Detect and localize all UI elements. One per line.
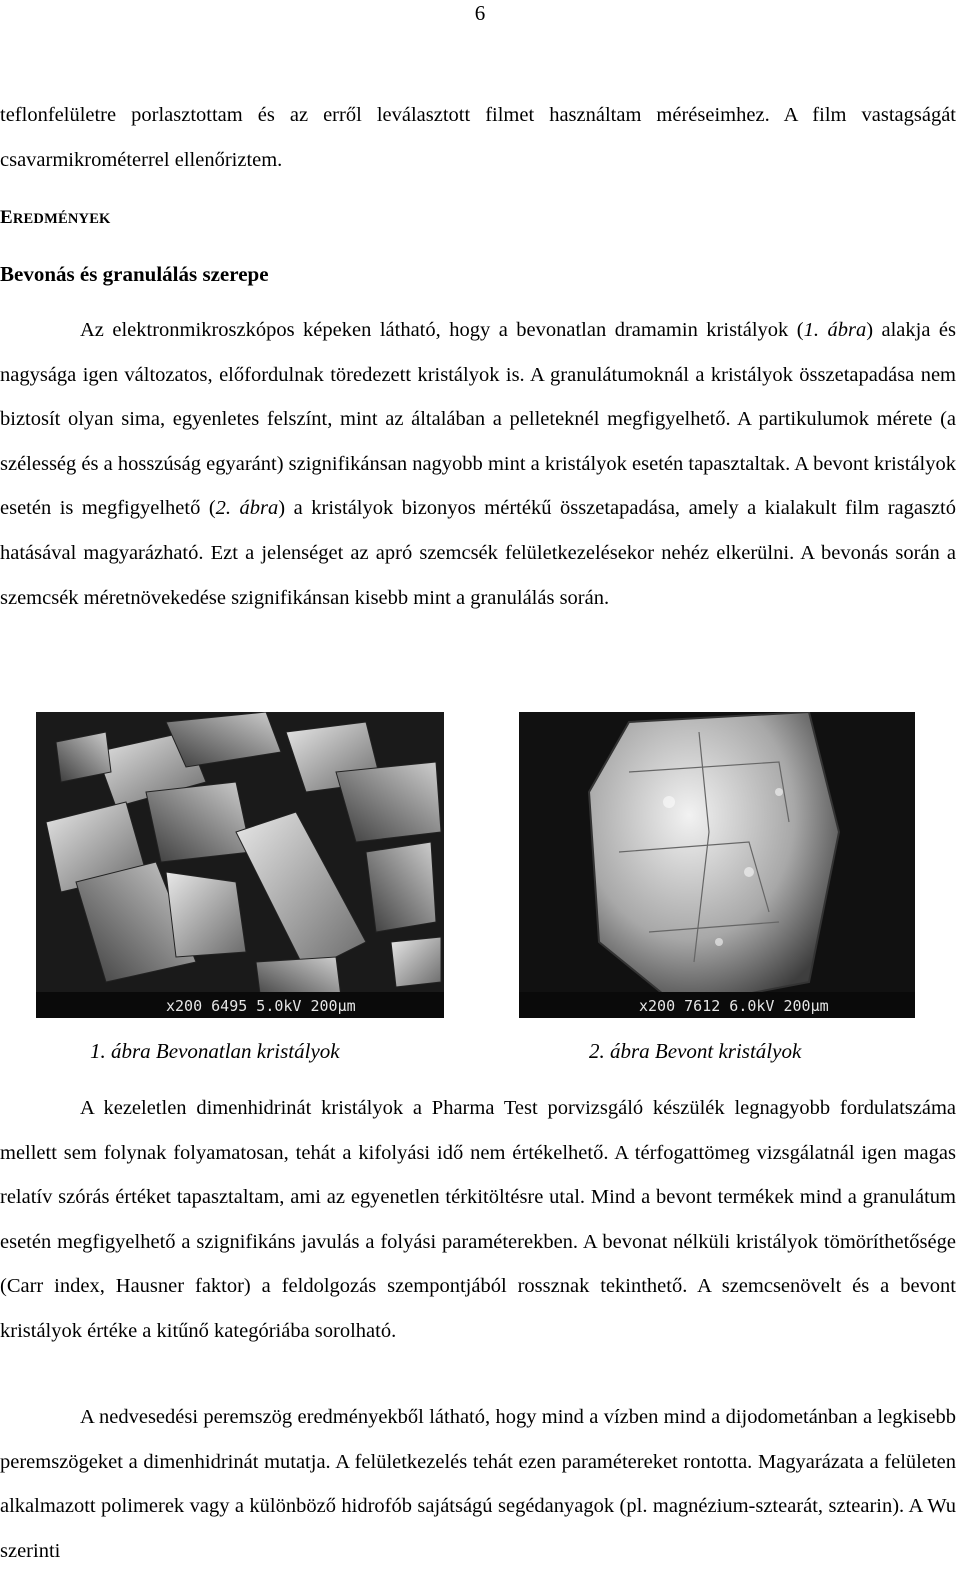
paragraph-2 (0, 1086, 956, 1354)
text-run: ) alakja és nagysága igen változatos, előfordulnak töredezett kristályok is. A granulátumoknál a kristályok összetapadása nem biztosít olyan sima, egyenletes felszínt, mint az általában a pelleteknél megfigyelhető. A partikulumok mérete (a szélesség és a hosszúság egyaránt) szignifikánsan nagyobb mint a kristályok esetén tapasztaltak. A bevont kristályok esetén is megfigyelhető ( (0, 319, 957, 520)
section-heading-rest: REDMÉNYEK (12, 211, 111, 227)
figure-ref-2[interactable]: 2. ábra (215, 497, 279, 520)
paragraph-2-text: A kezeletlen dimenhidrinát kristályok a Pharma Test porvizsgáló készülék legnagyobb fordulatszáma mellett sem folynak folyamatosan, tehát a kifolyási idő nem értékelhető. A térfogattömeg vizsgálatnál igen magas relatív szórás értéket tapasztaltam, ami az egyenetlen térkitöltésre utal. Mind a bevont termékek mind a granulátum esetén megfigyelhető a szignifikáns javulás a folyási paraméterekben. A bevonat nélküli kristályok tömöríthetősége (Carr index, Hausner faktor) a feldolgozás szempontjából rossznak tekinthető. A szemcsenövelt és a bevont kristályok értéke a kitűnő kategóriába sorolható. (0, 1097, 956, 1342)
figure-2-drawing (519, 712, 915, 1018)
intro-paragraph (0, 93, 956, 182)
paragraph-3 (0, 1395, 956, 1573)
section-heading (0, 200, 111, 237)
section-heading-initial: E (0, 207, 13, 228)
text-run: Az elektronmikroszkópos képeken látható, hogy a bevonatlan dramamin kristályok ( (80, 319, 804, 341)
text-run: ) a kristályok bizonyos mértékű összetapadása, amely a kialakult film ragasztó hatásával magyarázható. Ezt a jelenséget az apró szemcsék felületkezelésekor nehéz elkerülni. A bevonás során a szemcsék méretnövekedése szignifikánsan kisebb mint a granulálás során. (0, 497, 956, 609)
figure-ref-1[interactable]: 1. ábra (803, 319, 867, 341)
paragraph-1 (0, 308, 956, 620)
paragraph-3-text: A nedvesedési peremszög eredményekből látható, hogy mind a vízben mind a dijodometánban a legkisebb peremszögeket a dimenhidrinát mutatja. A felületkezelés tehát ezen paramétereket rontotta. Magyarázata a felületen alkalmazott polimerek vagy a különböző hidrofób sajátságú segédanyagok (pl. magnézium-sztearát, sztearin). A Wu szerinti (0, 1406, 956, 1562)
figure-1-sem-image (36, 712, 444, 1018)
intro-text: teflonfelületre porlasztottam és az erről leválasztott filmet használtam méréseimhez. A film vastagságát csavarmikrométerrel ellenőriztem. (0, 104, 956, 171)
figure-1-drawing (36, 712, 444, 1018)
figure-2-sem-image (519, 712, 915, 1018)
figure-2-sem-label: x200 7612 6.0kV 200µm (639, 997, 829, 1015)
figure-2-caption: 2. ábra Bevont kristályok (589, 1039, 802, 1063)
subsection-heading: Bevonás és granulálás szerepe (0, 262, 269, 286)
figure-1-sem-label: x200 6495 5.0kV 200µm (166, 997, 356, 1015)
page-number: 6 (474, 1, 486, 25)
paragraph-1-text (0, 308, 956, 620)
figure-1-caption: 1. ábra Bevonatlan kristályok (90, 1039, 340, 1063)
